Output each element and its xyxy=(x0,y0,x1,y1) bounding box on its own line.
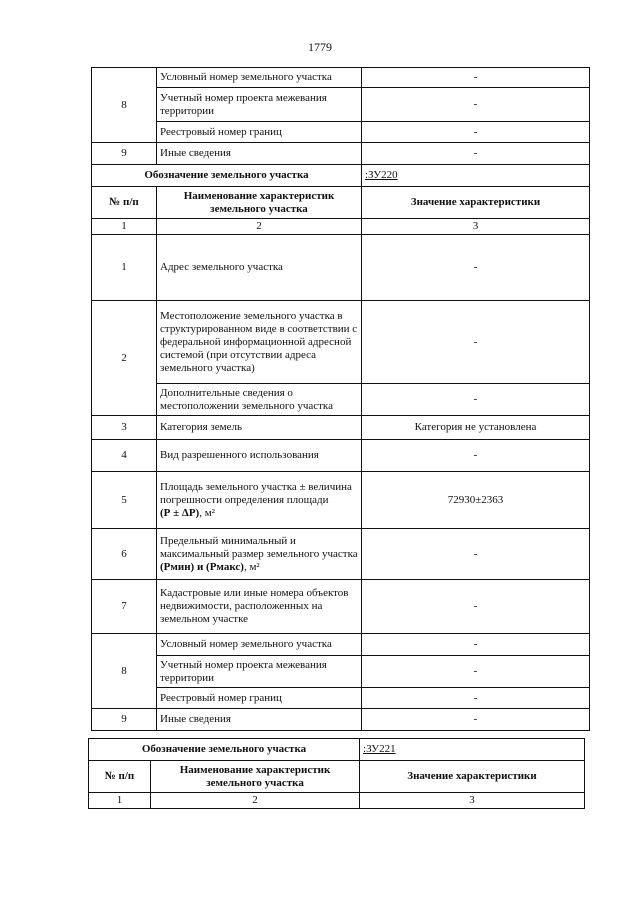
designation-label: Обозначение земельного участка xyxy=(89,739,360,761)
header-row xyxy=(89,761,585,793)
column-index-row xyxy=(89,793,585,809)
land-plot-table-zu220 xyxy=(91,67,590,731)
designation-row xyxy=(89,739,585,761)
characteristic-name: Условный номер земельного участка xyxy=(157,634,362,656)
col-index-1: 1 xyxy=(92,219,157,235)
land-plot-table-zu221 xyxy=(88,738,585,809)
characteristic-value: - xyxy=(362,301,590,384)
table-row xyxy=(92,68,590,88)
characteristic-value: - xyxy=(362,580,590,634)
table-row xyxy=(92,634,590,656)
characteristic-name: Реестровый номер границ xyxy=(157,122,362,143)
characteristic-name: Иные сведения xyxy=(157,709,362,731)
table-row xyxy=(92,529,590,580)
row-number: 1 xyxy=(92,235,157,301)
characteristic-value: - xyxy=(362,440,590,472)
characteristic-value: Категория не установлена xyxy=(362,416,590,440)
formula-bold: (Рмин) и (Рмакс) xyxy=(160,560,244,573)
characteristic-name: Учетный номер проекта межевания территории xyxy=(157,88,362,122)
characteristic-name: Вид разрешенного использования xyxy=(157,440,362,472)
table-row xyxy=(92,688,590,709)
row-number: 3 xyxy=(92,416,157,440)
header-row xyxy=(92,187,590,219)
characteristic-value: - xyxy=(362,384,590,416)
table-row xyxy=(92,416,590,440)
name-text: Предельный минимальный и максимальный размер земельного участка xyxy=(160,534,358,560)
characteristic-name: Адрес земельного участка xyxy=(157,235,362,301)
formula-bold: (Р ± ΔР) xyxy=(160,506,200,519)
name-text: Площадь земельного участка ± величина погрешности определения площади xyxy=(160,480,352,506)
characteristic-name xyxy=(157,472,362,529)
characteristic-name: Категория земель xyxy=(157,416,362,440)
characteristic-value: - xyxy=(362,235,590,301)
row-number: 5 xyxy=(92,472,157,529)
header-value: Значение характеристики xyxy=(360,761,585,793)
characteristic-name: Дополнительные сведения о местоположении земельного участка xyxy=(157,384,362,416)
designation-row xyxy=(92,165,590,187)
characteristic-name: Учетный номер проекта межевания территории xyxy=(157,656,362,688)
characteristic-value: - xyxy=(362,634,590,656)
table-row xyxy=(92,88,590,122)
header-name: Наименование характеристик земельного участка xyxy=(151,761,360,793)
characteristic-name: Условный номер земельного участка xyxy=(157,68,362,88)
characteristic-name xyxy=(157,529,362,580)
header-name: Наименование характеристик земельного участка xyxy=(157,187,362,219)
col-index-3: 3 xyxy=(362,219,590,235)
table-row xyxy=(92,301,590,384)
row-number: 7 xyxy=(92,580,157,634)
characteristic-name: Реестровый номер границ xyxy=(157,688,362,709)
table-row xyxy=(92,580,590,634)
characteristic-value: - xyxy=(362,529,590,580)
column-index-row xyxy=(92,219,590,235)
characteristic-name: Кадастровые или иные номера объектов недвижимости, расположенных на земельном участке xyxy=(157,580,362,634)
row-number: 6 xyxy=(92,529,157,580)
table-row xyxy=(92,656,590,688)
characteristic-value: - xyxy=(362,68,590,88)
col-index-1: 1 xyxy=(89,793,151,809)
characteristic-name: Иные сведения xyxy=(157,143,362,165)
header-value: Значение характеристики xyxy=(362,187,590,219)
designation-value: :ЗУ221 xyxy=(360,739,585,761)
characteristic-value: - xyxy=(362,88,590,122)
table-row xyxy=(92,440,590,472)
characteristic-value: - xyxy=(362,709,590,731)
table-row xyxy=(92,122,590,143)
row-number: 9 xyxy=(92,709,157,731)
row-number: 8 xyxy=(92,68,157,143)
header-num: № п/п xyxy=(89,761,151,793)
unit-text: , м² xyxy=(199,506,215,519)
col-index-2: 2 xyxy=(157,219,362,235)
designation-value: :ЗУ220 xyxy=(362,165,590,187)
unit-text: , м² xyxy=(243,560,260,573)
col-index-2: 2 xyxy=(151,793,360,809)
row-number: 8 xyxy=(92,634,157,709)
characteristic-value: - xyxy=(362,688,590,709)
page-number: 1779 xyxy=(308,40,332,54)
designation-label: Обозначение земельного участка xyxy=(92,165,362,187)
header-num: № п/п xyxy=(92,187,157,219)
table-row xyxy=(92,143,590,165)
characteristic-value: 72930±2363 xyxy=(362,472,590,529)
characteristic-value: - xyxy=(362,656,590,688)
table-row xyxy=(92,472,590,529)
table-row xyxy=(92,384,590,416)
table-row xyxy=(92,235,590,301)
characteristic-value: - xyxy=(362,143,590,165)
col-index-3: 3 xyxy=(360,793,585,809)
row-number: 2 xyxy=(92,301,157,416)
row-number: 9 xyxy=(92,143,157,165)
row-number: 4 xyxy=(92,440,157,472)
characteristic-name: Местоположение земельного участка в структурированном виде в соответствии с федеральной информационной адресной системой (при отсутствии адреса земельного участка) xyxy=(157,301,362,384)
table-row xyxy=(92,709,590,731)
characteristic-value: - xyxy=(362,122,590,143)
